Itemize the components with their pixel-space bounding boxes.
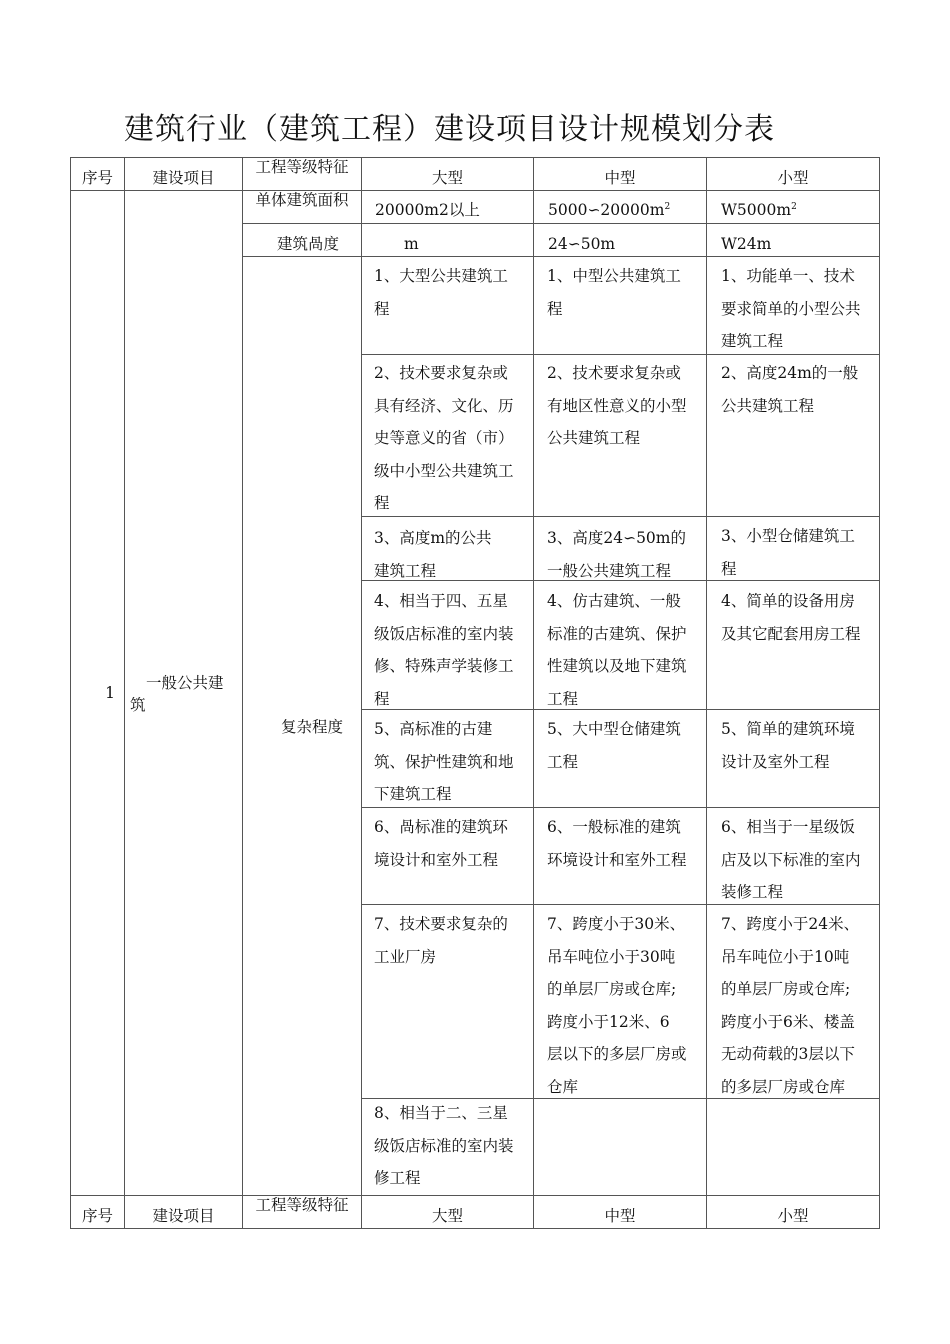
complexity-item-3-medium: 3、高度24∽50m的 一般公共建筑工程: [547, 529, 686, 580]
area-label: 单体建筑面积: [255, 191, 349, 209]
header-small: 小型: [777, 169, 809, 187]
header-large: 大型: [431, 169, 463, 187]
row-index: 1: [105, 684, 115, 702]
area-small-unit-sup: 2: [791, 201, 797, 212]
complexity-item-6-small: 6、相当于一星级饭 店及以下标准的室内 装修工程: [721, 818, 861, 901]
footer-header-project: 建设项目: [152, 1207, 215, 1225]
complexity-label: 复杂程度: [280, 718, 343, 736]
area-medium-unit-sup: 2: [664, 201, 671, 212]
complexity-item-5-small: 5、简单的建筑环境 设计及室外工程: [721, 720, 855, 771]
footer-header-medium: 中型: [604, 1207, 636, 1225]
area-small-value: W5000m: [721, 201, 792, 219]
footer-header-small: 小型: [777, 1207, 809, 1225]
complexity-item-4-medium: 4、仿古建筑、一般 标准的古建筑、保护 性建筑以及地下建筑 工程: [547, 592, 687, 708]
area-medium: [548, 198, 703, 222]
footer-header-feature: 工程等级特征: [255, 1196, 349, 1214]
header-index: 序号: [81, 169, 113, 187]
height-large: m: [404, 235, 419, 253]
footer-header-large: 大型: [431, 1207, 463, 1225]
complexity-item-1-large: 1、大型公共建筑工 程: [374, 267, 508, 318]
area-large: 20000m2以上: [375, 201, 480, 219]
height-small: W24m: [721, 235, 772, 253]
area-small: [721, 198, 876, 222]
complexity-item-2-medium: 2、技术要求复杂或 有地区性意义的小型 公共建筑工程: [547, 364, 687, 447]
height-label: 建筑咼度: [277, 235, 340, 253]
complexity-item-3-small: 3、小型仓储建筑工 程: [721, 527, 855, 578]
header-project: 建设项目: [152, 169, 215, 187]
header-medium: 中型: [604, 169, 636, 187]
complexity-item-8-medium: [547, 1097, 701, 1194]
complexity-item-6-medium: 6、一般标准的建筑 环境设计和室外工程: [547, 818, 687, 869]
complexity-item-4-large: 4、相当于四、五星 级饭店标准的室内装 修、特殊声学装修工 程: [374, 592, 514, 708]
area-medium-value: 5000∽20000m: [548, 201, 665, 219]
complexity-item-8-large: 8、相当于二、三星 级饭店标准的室内装 修工程: [374, 1104, 514, 1187]
document-title: 建筑行业（建筑工程）建设项目设计规模划分表: [124, 112, 775, 147]
footer-header-index: 序号: [81, 1207, 113, 1225]
complexity-item-5-large: 5、高标准的古建 筑、保护性建筑和地 下建筑工程: [374, 720, 514, 803]
complexity-item-6-large: 6、咼标准的建筑环 境设计和室外工程: [374, 818, 508, 869]
complexity-item-3-large: 3、高度m的公共 建筑工程: [374, 529, 492, 580]
complexity-item-7-small: 7、跨度小于24米、 吊车吨位小于10吨 的单层厂房或仓库; 跨度小于6米、楼盖 无动荷载的3层以下 的多层厂房或仓库: [721, 915, 860, 1096]
complexity-item-7-medium: 7、跨度小于30米、 吊车吨位小于30吨 的单层厂房或仓库; 跨度小于12米、6 层以下的多层厂房或 仓库: [547, 915, 687, 1096]
header-feature: 工程等级特征: [255, 158, 349, 176]
complexity-item-8-small: [721, 1097, 875, 1194]
row-project: 一般公共建筑: [130, 674, 224, 714]
complexity-item-2-small: 2、高度24m的一般 公共建筑工程: [721, 364, 859, 415]
complexity-item-1-small: 1、功能单一、技术 要求简单的小型公共 建筑工程: [721, 267, 861, 350]
complexity-item-5-medium: 5、大中型仓储建筑 工程: [547, 720, 681, 771]
complexity-item-4-small: 4、简单的设备用房 及其它配套用房工程: [721, 592, 861, 643]
complexity-item-1-medium: 1、中型公共建筑工 程: [547, 267, 681, 318]
height-medium: 24∽50m: [548, 235, 616, 253]
complexity-item-2-large: 2、技术要求复杂或 具有经济、文化、历 史等意义的省（市） 级中小型公共建筑工 程: [374, 364, 514, 512]
complexity-item-7-large: 7、技术要求复杂的 工业厂房: [374, 915, 508, 966]
